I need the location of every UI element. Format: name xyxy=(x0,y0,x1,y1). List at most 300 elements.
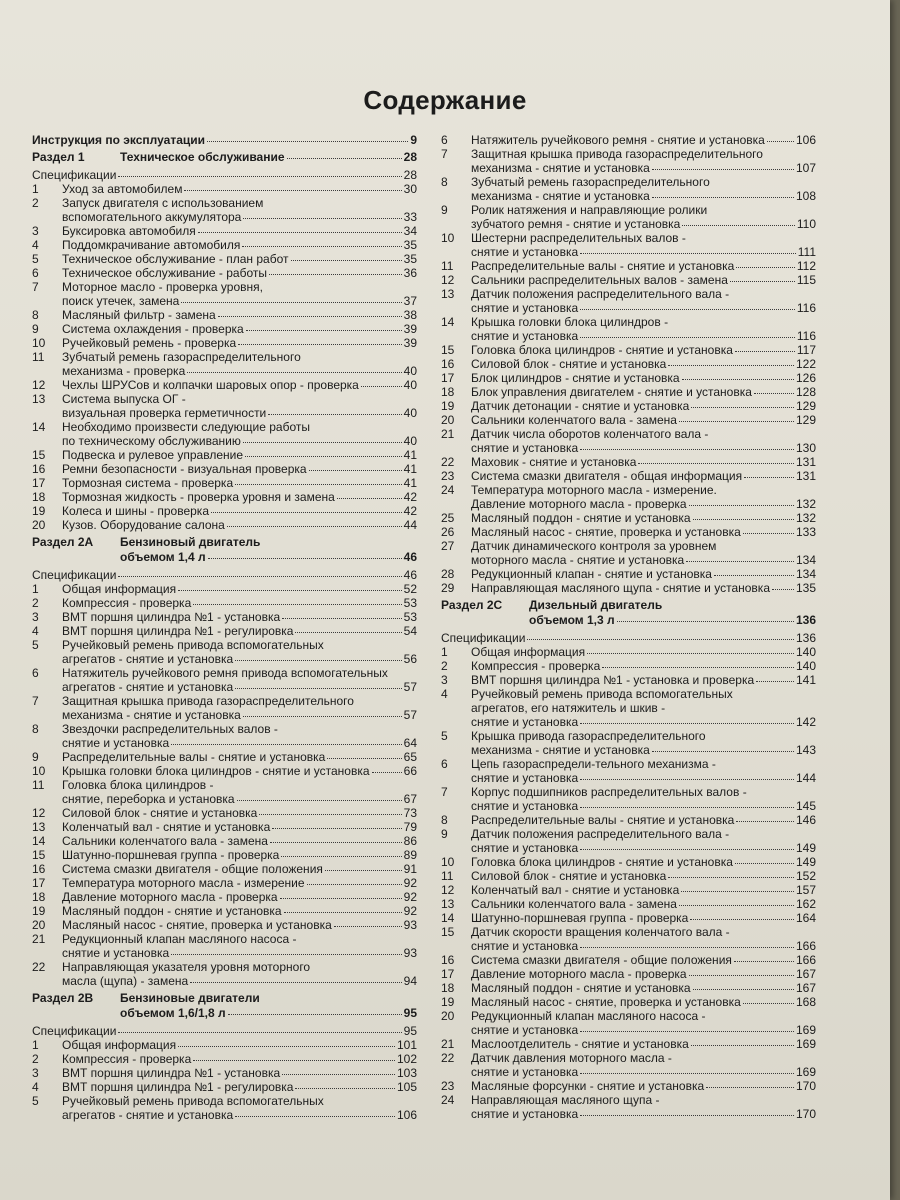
page-number: 132 xyxy=(795,497,816,511)
entry-title: Редукционный клапан масляного насоса - xyxy=(62,932,297,946)
entry-line xyxy=(471,455,816,469)
entry-line xyxy=(62,610,417,624)
page-number: 56 xyxy=(403,652,417,666)
entry-line xyxy=(120,150,417,165)
entry-line xyxy=(62,308,417,322)
entry-title: Крышка головки блока цилиндров - xyxy=(471,315,669,329)
entry-title: Датчик положения распределительного вала - xyxy=(471,827,730,841)
entry-number: 17 xyxy=(32,876,46,890)
page-number: 92 xyxy=(403,904,417,918)
entry-line xyxy=(62,960,417,974)
entry-line xyxy=(471,329,816,343)
dot-leader xyxy=(235,1115,395,1117)
entry-body xyxy=(62,252,417,266)
entry-line xyxy=(529,613,816,628)
toc-entry xyxy=(32,624,417,638)
entry-title: Масляный насос - снятие, проверка и установка xyxy=(471,995,741,1009)
entry-number: 21 xyxy=(441,427,455,441)
toc-entry xyxy=(441,483,816,511)
toc-entry xyxy=(32,1038,417,1052)
dot-leader xyxy=(227,525,402,527)
entry-line xyxy=(32,133,417,147)
toc-entry xyxy=(441,399,816,413)
entry-body xyxy=(62,420,417,448)
entry-number: 5 xyxy=(32,1094,39,1108)
entry-title: Защитная крышка привода газораспределительного xyxy=(62,694,354,708)
toc-entry xyxy=(32,960,417,988)
toc-entry xyxy=(32,462,417,476)
page-number: 134 xyxy=(795,567,816,581)
page-number: 112 xyxy=(796,259,816,273)
entry-number: 6 xyxy=(32,666,39,680)
entry-number: 28 xyxy=(441,567,455,581)
entry-body xyxy=(62,1052,417,1066)
entry-title: снятие и установка xyxy=(62,736,170,750)
dot-leader xyxy=(580,722,794,724)
dot-leader xyxy=(638,462,794,464)
dot-leader xyxy=(580,1030,794,1032)
dot-leader xyxy=(245,455,402,457)
page-number: 101 xyxy=(396,1038,417,1052)
toc-entry xyxy=(441,953,816,967)
entry-line xyxy=(62,224,417,238)
entry-title: снятие и установка xyxy=(471,841,579,855)
entry-number: 9 xyxy=(441,203,448,217)
entry-line xyxy=(471,427,816,441)
entry-body xyxy=(62,196,417,224)
entry-title: Техническое обслуживание - работы xyxy=(62,266,268,280)
dot-leader xyxy=(668,876,794,878)
toc-entry xyxy=(441,203,816,231)
entry-body xyxy=(62,904,417,918)
entry-number: 17 xyxy=(441,967,455,981)
entry-title: снятие и установка xyxy=(471,939,579,953)
page-number: 94 xyxy=(403,974,417,988)
entry-number: 25 xyxy=(441,511,455,525)
entry-number: 18 xyxy=(32,890,46,904)
entry-title: Сальники коленчатого вала - замена xyxy=(471,897,677,911)
dot-leader xyxy=(284,911,402,913)
dot-leader xyxy=(307,883,402,885)
entry-body xyxy=(62,834,417,848)
entry-line xyxy=(471,813,816,827)
entry-title: Датчик скорости вращения коленчатого вала - xyxy=(471,925,730,939)
toc-entry xyxy=(32,182,417,196)
toc-entry xyxy=(441,231,816,259)
toc-entry xyxy=(441,659,816,673)
entry-body xyxy=(471,785,816,813)
dot-leader xyxy=(735,862,794,864)
entry-title: Общая информация xyxy=(62,582,177,596)
entry-title: Сальники коленчатого вала - замена xyxy=(62,834,268,848)
dot-leader xyxy=(361,385,402,387)
dot-leader xyxy=(295,1087,394,1089)
entry-title: Зубчатый ремень газораспределительного xyxy=(471,175,710,189)
dot-leader xyxy=(580,848,794,850)
dot-leader xyxy=(679,904,794,906)
entry-title: Датчик положения распределительного вала - xyxy=(471,287,730,301)
toc-entry xyxy=(441,869,816,883)
entry-title: Спецификации xyxy=(32,168,117,182)
dot-leader xyxy=(686,560,794,562)
entry-number: 11 xyxy=(441,259,454,273)
entry-line xyxy=(62,1052,417,1066)
entry-line xyxy=(62,848,417,862)
entry-body xyxy=(62,308,417,322)
toc-entry xyxy=(441,343,816,357)
entry-line xyxy=(471,315,816,329)
entry-title: Зубчатый ремень газораспределительного xyxy=(62,350,301,364)
toc-right-column xyxy=(441,133,816,1121)
entry-number: 12 xyxy=(32,378,46,392)
entry-line xyxy=(62,708,417,722)
toc-entry xyxy=(32,862,417,876)
page-number: 40 xyxy=(403,434,417,448)
entry-body xyxy=(471,1079,816,1093)
dot-leader xyxy=(190,981,401,983)
entry-title: агрегатов, его натяжитель и шкив - xyxy=(471,701,666,715)
entry-number: 10 xyxy=(32,336,46,350)
entry-title: Маховик - снятие и установка xyxy=(471,455,637,469)
entry-number: 20 xyxy=(32,518,46,532)
dot-leader xyxy=(679,420,794,422)
toc-entry xyxy=(441,581,816,595)
entry-number: 14 xyxy=(32,834,46,848)
entry-title: снятие и установка xyxy=(471,799,579,813)
entry-line xyxy=(62,238,417,252)
entry-body xyxy=(62,610,417,624)
toc-entry xyxy=(32,504,417,518)
entry-title: Датчик числа оборотов коленчатого вала - xyxy=(471,427,709,441)
entry-body xyxy=(62,960,417,988)
dot-leader xyxy=(193,1059,395,1061)
dot-leader xyxy=(527,638,794,640)
toc-entry xyxy=(441,315,816,343)
entry-body xyxy=(471,659,816,673)
entry-title: ВМТ поршня цилиндра №1 - установка xyxy=(62,610,281,624)
entry-number: 9 xyxy=(32,322,39,336)
page-number: 79 xyxy=(403,820,417,834)
entry-line xyxy=(62,1038,417,1052)
dot-leader xyxy=(282,1073,395,1075)
dot-leader xyxy=(652,196,794,198)
entry-title: Защитная крышка привода газораспределительного xyxy=(471,147,763,161)
entry-body xyxy=(62,1066,417,1080)
toc-entry xyxy=(32,568,417,582)
dot-leader xyxy=(744,476,794,478)
entry-body xyxy=(471,427,816,455)
dot-leader xyxy=(181,301,401,303)
dot-leader xyxy=(693,988,794,990)
page-number: 170 xyxy=(795,1107,816,1121)
toc-entry xyxy=(441,1051,816,1079)
entry-line xyxy=(471,511,816,525)
entry-number: 21 xyxy=(32,932,46,946)
page-number: 106 xyxy=(396,1108,417,1122)
entry-number: 29 xyxy=(441,581,455,595)
section-heading xyxy=(32,991,417,1021)
entry-title: по техническому обслуживанию xyxy=(62,434,241,448)
toc-entry xyxy=(441,427,816,455)
entry-body xyxy=(32,1024,417,1038)
dot-leader xyxy=(118,175,401,177)
page-number: 92 xyxy=(403,876,417,890)
toc-entry xyxy=(441,287,816,315)
entry-number: 6 xyxy=(441,757,448,771)
entry-title: Блок цилиндров - снятие и установка xyxy=(471,371,680,385)
entry-title: Система охлаждения - проверка xyxy=(62,322,244,336)
dot-leader xyxy=(580,308,795,310)
entry-body xyxy=(471,995,816,1009)
entry-line xyxy=(471,911,816,925)
toc-entry xyxy=(32,694,417,722)
section-title xyxy=(120,991,417,1021)
page-number: 86 xyxy=(403,834,417,848)
entry-body xyxy=(62,1080,417,1094)
entry-title: поиск утечек, замена xyxy=(62,294,180,308)
entry-title: Температура моторного масла - измерение. xyxy=(471,483,717,497)
entry-title: снятие и установка xyxy=(471,1107,579,1121)
page-number: 34 xyxy=(403,224,417,238)
entry-body xyxy=(62,518,417,532)
entry-number: 20 xyxy=(441,413,455,427)
entry-number: 3 xyxy=(32,610,39,624)
dot-leader xyxy=(208,557,402,559)
entry-number: 2 xyxy=(32,196,39,210)
entry-title: Инструкция по эксплуатации xyxy=(32,133,206,147)
page-number: 64 xyxy=(403,736,417,750)
entry-title: Давление моторного масла - проверка xyxy=(471,497,687,511)
entry-line xyxy=(62,1094,417,1108)
entry-title: Головка блока цилиндров - снятие и установка xyxy=(471,855,733,869)
toc-entry xyxy=(32,806,417,820)
entry-body xyxy=(471,147,816,175)
entry-body xyxy=(471,133,816,147)
entry-title: Тормозная система - проверка xyxy=(62,476,234,490)
entry-line xyxy=(471,539,816,553)
toc-entry xyxy=(32,350,417,378)
toc-entry xyxy=(32,582,417,596)
entry-title: Тормозная жидкость - проверка уровня и замена xyxy=(62,490,335,504)
entry-line xyxy=(471,567,816,581)
entry-line xyxy=(471,757,816,771)
dot-leader xyxy=(743,532,794,534)
entry-title: Компрессия - проверка xyxy=(471,659,601,673)
entry-line xyxy=(471,1079,816,1093)
entry-number: 15 xyxy=(32,448,46,462)
entry-number: 1 xyxy=(32,1038,39,1052)
toc-entry xyxy=(441,645,816,659)
entry-title: Техническое обслуживание xyxy=(120,150,285,164)
entry-body xyxy=(62,778,417,806)
dot-leader xyxy=(754,392,794,394)
page-number: 167 xyxy=(795,967,816,981)
entry-line xyxy=(471,245,816,259)
toc-entry xyxy=(32,308,417,322)
page-number: 91 xyxy=(403,862,417,876)
dot-leader xyxy=(178,1045,395,1047)
entry-number: 10 xyxy=(32,764,46,778)
toc-entry xyxy=(32,848,417,862)
entry-line xyxy=(62,778,417,792)
entry-line xyxy=(32,1024,417,1038)
dot-leader xyxy=(211,511,402,513)
entry-number: 1 xyxy=(32,182,39,196)
entry-title: Маслоотделитель - снятие и установка xyxy=(471,1037,689,1051)
entry-title: Крышка головки блока цилиндров - снятие и установка xyxy=(62,764,370,778)
dot-leader xyxy=(295,631,401,633)
entry-title: Давление моторного масла - проверка xyxy=(62,890,278,904)
toc-entry xyxy=(32,224,417,238)
toc-entry xyxy=(32,448,417,462)
toc-entry xyxy=(32,1080,417,1094)
page-number: 66 xyxy=(403,764,417,778)
page-number: 40 xyxy=(403,378,417,392)
entry-number: 19 xyxy=(441,399,455,413)
page-number: 132 xyxy=(795,511,816,525)
entry-line xyxy=(62,294,417,308)
page-number: 39 xyxy=(403,322,417,336)
dot-leader xyxy=(652,750,794,752)
page-number: 145 xyxy=(795,799,816,813)
entry-number: 14 xyxy=(441,911,455,925)
dot-leader xyxy=(693,518,794,520)
dot-leader xyxy=(580,778,794,780)
entry-title: Датчик детонации - снятие и установка xyxy=(471,399,690,413)
entry-number: 1 xyxy=(441,645,448,659)
entry-body xyxy=(471,511,816,525)
page-number: 129 xyxy=(795,399,816,413)
page-number: 140 xyxy=(795,645,816,659)
toc-entry xyxy=(441,1009,816,1037)
section-label: Раздел 1 xyxy=(32,150,85,164)
toc-entry xyxy=(441,785,816,813)
toc-entry xyxy=(441,273,816,287)
entry-line xyxy=(471,855,816,869)
entry-line xyxy=(62,722,417,736)
entry-line xyxy=(471,925,816,939)
entry-title: Ручейковый ремень привода вспомогательных xyxy=(62,1094,324,1108)
entry-line xyxy=(62,736,417,750)
toc-entry xyxy=(32,378,417,392)
page-number: 116 xyxy=(796,301,816,315)
entry-line xyxy=(471,161,816,175)
entry-number: 6 xyxy=(441,133,448,147)
toc-entry xyxy=(441,925,816,953)
page-number: 67 xyxy=(403,792,417,806)
page-number: 95 xyxy=(403,1006,417,1020)
entry-body xyxy=(62,624,417,638)
toc-entry xyxy=(441,911,816,925)
section-heading xyxy=(32,535,417,565)
entry-title: Общая информация xyxy=(62,1038,177,1052)
entry-body xyxy=(62,182,417,196)
entry-line xyxy=(471,259,816,273)
section-title xyxy=(120,150,417,165)
entry-title: объемом 1,4 л xyxy=(120,550,206,564)
entry-line xyxy=(62,862,417,876)
entry-title: Масляные форсунки - снятие и установка xyxy=(471,1079,705,1093)
toc-entry xyxy=(32,890,417,904)
entry-line xyxy=(62,490,417,504)
toc-entry xyxy=(32,518,417,532)
entry-title: механизма - снятие и установка xyxy=(471,189,650,203)
page-number: 122 xyxy=(795,357,816,371)
toc-entry xyxy=(32,1066,417,1080)
entry-body xyxy=(471,231,816,259)
toc-entry xyxy=(32,638,417,666)
entry-number: 16 xyxy=(441,953,455,967)
entry-line xyxy=(62,518,417,532)
entry-title: Шестерни распределительных валов - xyxy=(471,231,686,245)
entry-line xyxy=(471,1051,816,1065)
entry-title: Давление моторного масла - проверка xyxy=(471,967,687,981)
entry-line xyxy=(62,666,417,680)
dot-leader xyxy=(767,140,794,142)
toc-entry xyxy=(32,764,417,778)
entry-title: Бензиновые двигатели xyxy=(120,991,260,1005)
page-number: 9 xyxy=(410,133,417,147)
page-number: 166 xyxy=(795,939,816,953)
entry-title: Сальники распределительных валов - замена xyxy=(471,273,728,287)
page-number: 35 xyxy=(403,238,417,252)
entry-line xyxy=(62,1108,417,1122)
entry-title: агрегатов - снятие и установка xyxy=(62,1108,234,1122)
toc-entry xyxy=(441,133,816,147)
entry-body xyxy=(471,525,816,539)
entry-number: 8 xyxy=(441,175,448,189)
entry-line xyxy=(62,392,417,406)
entry-body xyxy=(471,883,816,897)
page-number: 38 xyxy=(403,308,417,322)
toc-entry xyxy=(441,883,816,897)
page-number: 168 xyxy=(795,995,816,1009)
entry-title: Моторное масло - проверка уровня, xyxy=(62,280,263,294)
dot-leader xyxy=(118,1031,401,1033)
entry-title: Силовой блок - снятие и установка xyxy=(471,357,667,371)
toc-entry xyxy=(441,385,816,399)
entry-number: 22 xyxy=(441,455,455,469)
entry-number: 19 xyxy=(32,504,46,518)
dot-leader xyxy=(269,273,402,275)
page-number: 157 xyxy=(795,883,816,897)
page-number: 46 xyxy=(403,568,417,582)
entry-title: Масляный поддон - снятие и установка xyxy=(471,511,691,525)
entry-title: Чехлы ШРУСов и колпачки шаровых опор - проверка xyxy=(62,378,359,392)
entry-body xyxy=(471,343,816,357)
entry-body xyxy=(62,666,417,694)
dot-leader xyxy=(193,603,401,605)
entry-title: Коленчатый вал - снятие и установка xyxy=(471,883,680,897)
dot-leader xyxy=(178,589,402,591)
entry-body xyxy=(471,203,816,231)
section-label: Раздел 2А xyxy=(32,535,94,549)
entry-body xyxy=(471,729,816,757)
toc-entry xyxy=(32,1052,417,1066)
dot-leader xyxy=(237,799,402,801)
toc-entry xyxy=(32,238,417,252)
entry-title: снятие и установка xyxy=(471,329,579,343)
dot-leader xyxy=(198,231,402,233)
entry-line xyxy=(62,680,417,694)
toc-entry xyxy=(32,750,417,764)
entry-title: Ручейковый ремень привода вспомогательных xyxy=(62,638,324,652)
section-heading xyxy=(32,150,417,165)
entry-body xyxy=(32,133,417,147)
toc-entry xyxy=(441,827,816,855)
entry-number: 19 xyxy=(32,904,46,918)
entry-line xyxy=(471,869,816,883)
